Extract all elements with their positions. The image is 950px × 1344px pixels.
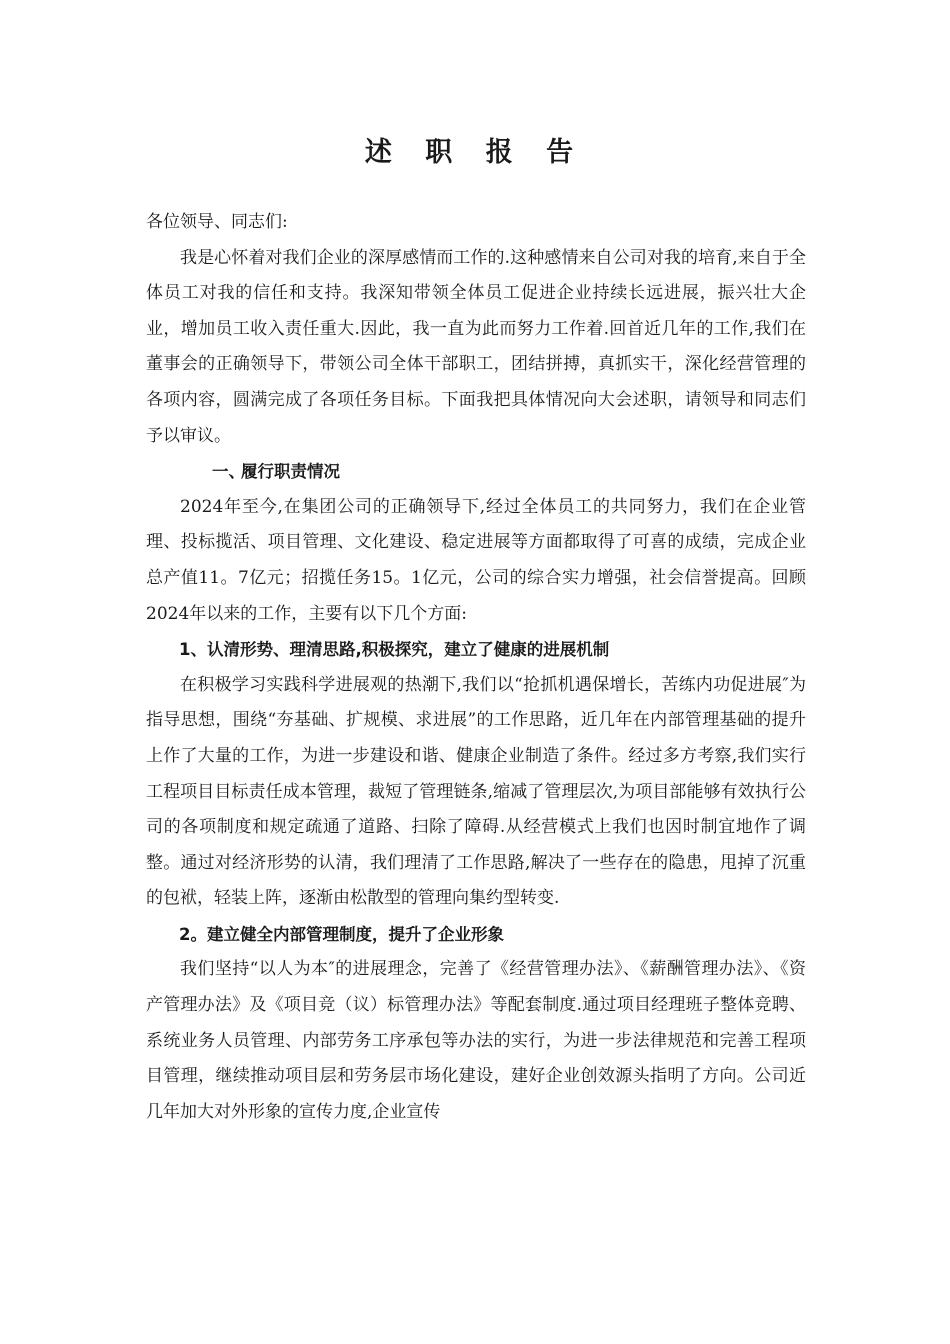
intro-paragraph: 我是心怀着对我们企业的深厚感情而工作的.这种感情来自公司对我的培育,来自于全体员工对我的信任和支持。我深知带领全体员工促进企业持续长远进展，振兴壮大企业，增加员工收入责任重大.因此，我一直为此而努力工作着.回首近几年的工作,我们在董事会的正确领导下，带领公司全体干部职工，团结拼搏，真抓实干，深化经营管理的各项内容，圆满完成了各项任务目标。下面我把具体情况向大会述职，请领导和同志们予以审议。 [146, 247, 806, 446]
subsection-1-paragraph: 在积极学习实践科学进展观的热潮下,我们以“抢抓机遇保增长，苦练内功促进展″为指导思想，围绕“夯基础、扩规模、求进展”的工作思路，近几年在内部管理基础的提升上作了大量的工作，为进一步建设和谐、健康企业制造了条件。经过多方考察,我们实行工程项目目标责任成本管理，裁短了管理链条,缩减了管理层次,为项目部能够有效执行公司的各项制度和规定疏通了道路、扫除了障碍.从经营模式上我们也因时制宜地作了调整。通过对经济形势的认清，我们理清了工作思路,解决了一些存在的隐患，甩掉了沉重的包袱，轻装上阵，逐渐由松散型的管理向集约型转变. [146, 674, 806, 909]
section-heading-1 [146, 454, 806, 490]
section-1-paragraph: 2024年至今,在集团公司的正确领导下,经过全体员工的共同努力，我们在企业管理、投标揽活、项目管理、文化建设、稳定进展等方面都取得了可喜的成绩，完成企业总产值11。7亿元；招揽任务15。1亿元，公司的综合实力增强，社会信誉提高。回顾2024年以来的工作，主要有以下几个方面: [146, 496, 806, 624]
document-title: 述 职 报 告 [364, 137, 586, 168]
subsection-2-paragraph: 我们坚持“以人为本″的进展理念，完善了《经营管理办法》、《薪酬管理办法》、《资产管理办法》及《项目竞（议）标管理办法》等配套制度.通过项目经理班子整体竞聘、系统业务人员管理、内部劳务工序承包等办法的实行，为进一步法律规范和完善工程项目管理，继续推动项目层和劳务层市场化建设，建好企业创效源头指明了方向。公司近几年加大对外形象的宣传力度,企业宣传 [146, 959, 806, 1122]
subsection-heading-2: 2。建立健全内部管理制度，提升了企业形象 [179, 924, 504, 944]
section-title: 履行职责情况 [241, 462, 340, 482]
document-body [146, 205, 806, 1130]
section-number: 一、 [212, 462, 245, 482]
salutation: 各位领导、同志们: [146, 212, 288, 232]
subsection-heading-1: 1、认清形势、理清思路,积极探究，建立了健康的进展机制 [179, 640, 610, 660]
